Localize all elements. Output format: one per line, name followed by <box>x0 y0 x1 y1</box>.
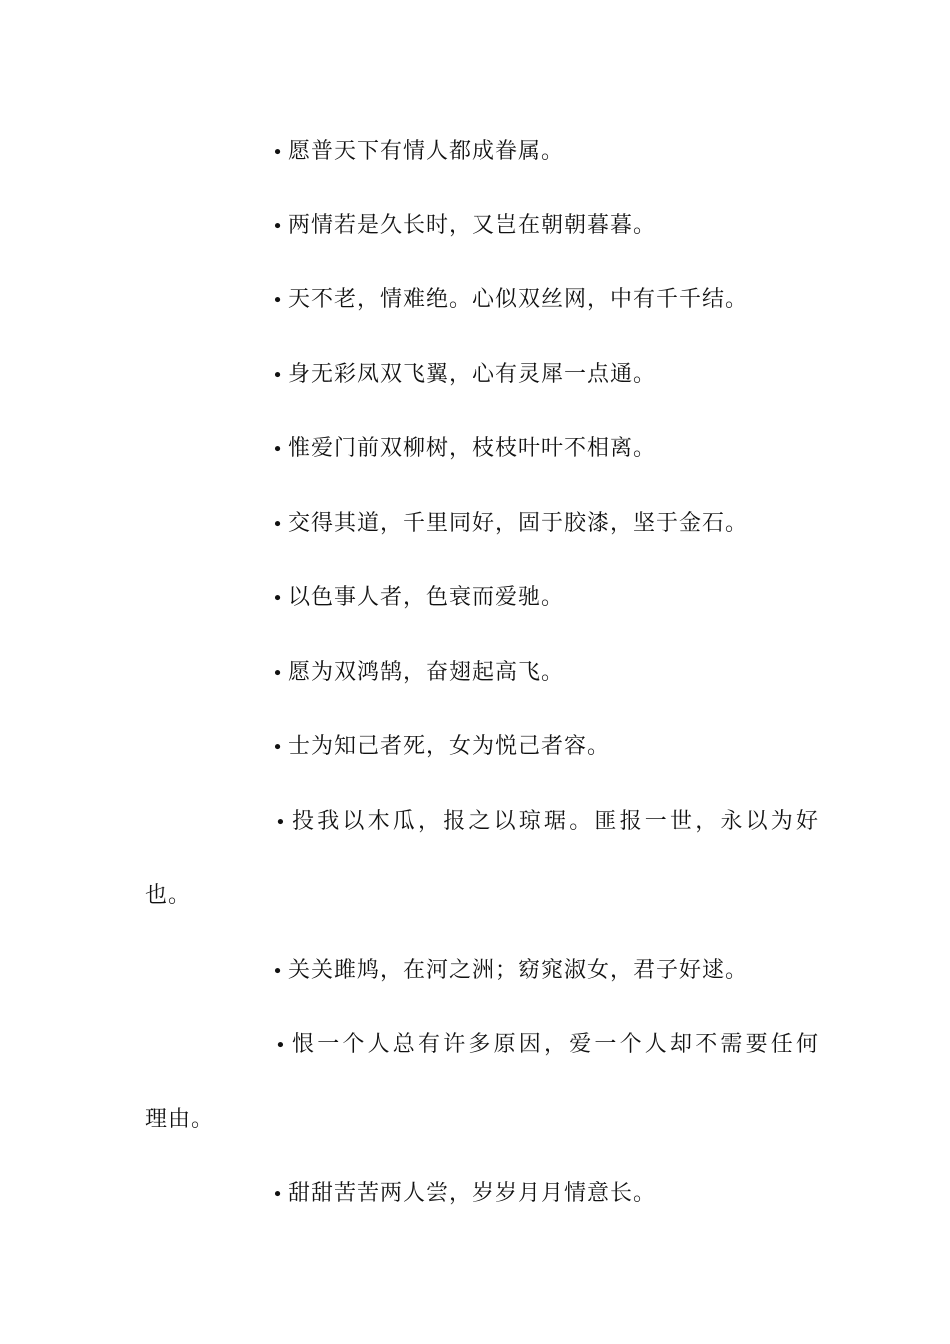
quote-item <box>268 132 564 173</box>
quote-line <box>0 578 950 618</box>
quote-item <box>268 504 748 545</box>
quote-continuation: 理由。 <box>145 1107 215 1132</box>
quote-text: 两情若是久长时，又岂在朝朝暮暮。 <box>288 213 657 238</box>
quote-line <box>0 653 950 693</box>
quote-line <box>0 802 950 842</box>
quote-line <box>0 132 950 172</box>
quote-text: 以色事人者，色衰而爱驰。 <box>288 585 565 610</box>
bullet-icon: • <box>272 961 284 982</box>
quote-text: 甜甜苦苦两人尝，岁岁月月情意长。 <box>288 1181 657 1206</box>
quote-item <box>272 802 821 843</box>
quote-item <box>272 1025 821 1066</box>
quote-text: 投我以木瓜，报之以琼琚。匪报一世，永以为好 <box>292 809 822 834</box>
quote-text: 关关雎鸠，在河之洲；窈窕淑女，君子好逑。 <box>288 958 749 983</box>
quote-line <box>0 951 950 991</box>
quote-item <box>268 1174 656 1215</box>
quote-item <box>268 280 748 321</box>
quote-text: 士为知己者死，女为悦己者容。 <box>288 734 611 759</box>
quote-item <box>268 951 748 992</box>
quote-text: 天不老，情难绝。心似双丝网，中有千千结。 <box>288 287 749 312</box>
quote-text: 愿为双鸿鹄，奋翅起高飞。 <box>288 660 565 685</box>
quote-line <box>0 1025 950 1065</box>
quote-text: 愿普天下有情人都成眷属。 <box>288 139 565 164</box>
quote-line <box>0 504 950 544</box>
quote-text: 恨一个人总有许多原因，爱一个人却不需要任何 <box>292 1032 822 1057</box>
quote-continuation-line <box>0 876 950 916</box>
bullet-icon: • <box>272 737 284 758</box>
quote-continuation: 也。 <box>145 883 192 908</box>
quote-text: 身无彩凤双飞翼，心有灵犀一点通。 <box>288 362 657 387</box>
quote-continuation-line <box>0 1100 950 1140</box>
bullet-icon: • <box>275 812 289 833</box>
quote-line <box>0 727 950 767</box>
quote-line <box>0 429 950 469</box>
quote-line <box>0 280 950 320</box>
quote-line <box>0 355 950 395</box>
bullet-icon: • <box>272 588 284 609</box>
quote-text: 交得其道，千里同好，固于胶漆，坚于金石。 <box>288 511 749 536</box>
bullet-icon: • <box>272 216 284 237</box>
bullet-icon: • <box>272 142 284 163</box>
bullet-icon: • <box>272 663 284 684</box>
quote-item <box>268 578 564 619</box>
bullet-icon: • <box>272 514 284 535</box>
quote-item <box>268 206 656 247</box>
quote-text: 惟爱门前双柳树，枝枝叶叶不相离。 <box>288 436 657 461</box>
bullet-icon: • <box>272 1184 284 1205</box>
quote-item <box>268 653 564 694</box>
bullet-icon: • <box>272 365 284 386</box>
bullet-icon: • <box>272 290 284 311</box>
quote-item <box>268 355 656 396</box>
quote-line <box>0 206 950 246</box>
quote-line <box>0 1174 950 1214</box>
bullet-icon: • <box>275 1035 289 1056</box>
quote-item <box>268 727 610 768</box>
bullet-icon: • <box>272 439 284 460</box>
quote-item <box>268 429 656 470</box>
